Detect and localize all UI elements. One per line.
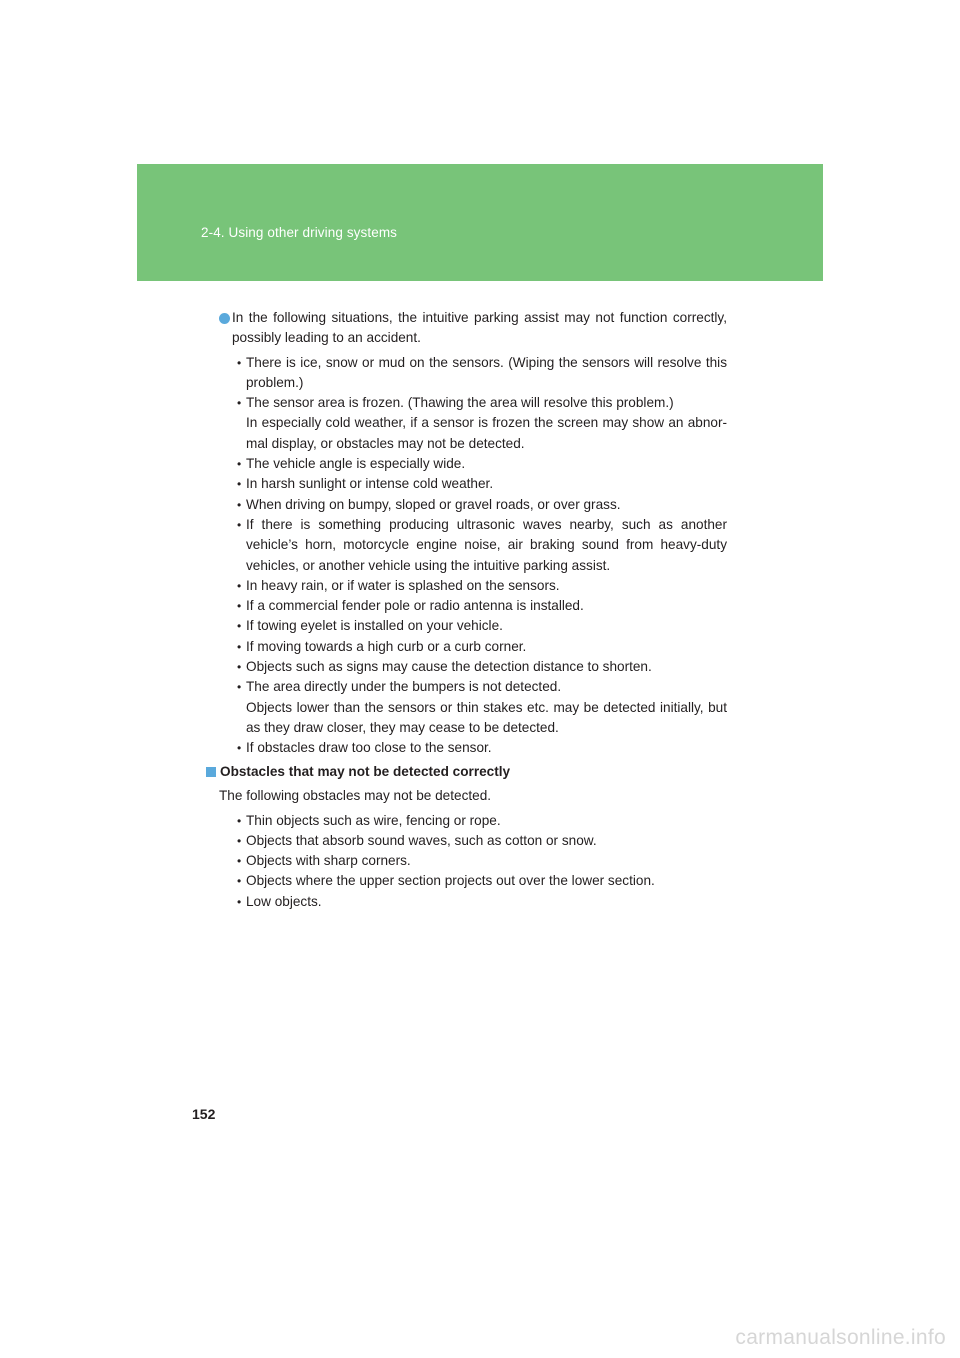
bullet-dot-icon: • <box>237 894 242 909</box>
list-item: • The vehicle angle is especially wide. <box>219 454 727 474</box>
bullet-dot-icon: • <box>237 874 242 889</box>
list-item: • Objects where the upper section projects out over the lower section. <box>206 871 728 891</box>
obstacles-subsection <box>206 762 728 912</box>
subsection-heading-text: Obstacles that may not be detected correctly <box>220 764 511 779</box>
list-item-note: Objects lower than the sensors or thin stakes etc. may be detected initially, but as they draw closer, they may cease to be detected. <box>246 699 727 735</box>
bullet-dot-icon: • <box>237 680 242 695</box>
watermark: carmanualsonline.info <box>735 1326 946 1349</box>
list-item: • When driving on bumpy, sloped or gravel roads, or over grass. <box>219 495 727 515</box>
square-bullet-icon <box>206 767 216 777</box>
bullet-dot-icon: • <box>237 497 242 512</box>
bullet-dot-icon: • <box>237 639 242 654</box>
bullet-dot-icon: • <box>237 578 242 593</box>
caution-content <box>219 308 727 759</box>
bullet-dot-icon: • <box>237 813 242 828</box>
list-item: • If a commercial fender pole or radio antenna is installed. <box>219 596 727 616</box>
list-item: • Objects that absorb sound waves, such as cotton or snow. <box>206 831 728 851</box>
bullet-dot-icon: • <box>237 833 242 848</box>
bullet-dot-icon: • <box>237 599 242 614</box>
list-item: • Low objects. <box>206 892 728 912</box>
list-item: • If there is something producing ultrasonic waves nearby, such as another vehicle’s horn, motorcycle engine noise, air braking sound from heavy-duty vehicles, or another vehicle using the intuitive parking assist. <box>237 516 727 573</box>
list-item: • Objects with sharp corners. <box>206 851 728 871</box>
list-item: • The area directly under the bumpers is not detected. Objects lower than the sensors or thin stakes etc. may be detected initially, but as they draw closer, they may cease to be detected. <box>219 677 727 738</box>
section-header-band <box>137 164 823 281</box>
page-number: 152 <box>192 1106 216 1122</box>
list-item: • If moving towards a high curb or a curb corner. <box>219 637 727 657</box>
bullet-dot-icon: • <box>237 396 242 411</box>
bullet-dot-icon: • <box>237 854 242 869</box>
list-item: • In harsh sunlight or intense cold weather. <box>219 474 727 494</box>
list-item: • If obstacles draw too close to the sensor. <box>219 738 727 758</box>
obstacles-list <box>206 811 728 912</box>
list-item: • In heavy rain, or if water is splashed on the sensors. <box>219 576 727 596</box>
list-item: • There is ice, snow or mud on the sensors. (Wiping the sensors will resolve this problem.) <box>237 354 727 390</box>
section-title: 2-4. Using other driving systems <box>201 225 398 240</box>
bullet-dot-icon: • <box>237 457 242 472</box>
list-item: • If towing eyelet is installed on your vehicle. <box>219 616 727 636</box>
subsection-description: The following obstacles may not be detected. <box>219 788 492 804</box>
bullet-dot-icon: • <box>237 355 242 370</box>
bullet-dot-icon: • <box>237 741 242 756</box>
bullet-dot-icon: • <box>237 619 242 634</box>
list-item: • Thin objects such as wire, fencing or rope. <box>206 811 728 831</box>
conditions-list <box>219 353 727 759</box>
subsection-heading <box>206 762 728 782</box>
bullet-dot-icon: • <box>237 517 242 532</box>
list-item: • Objects such as signs may cause the detection distance to shorten. <box>219 657 727 677</box>
circle-bullet-icon <box>219 313 230 324</box>
intro-text: In the following situations, the intuitive parking assist may not function correctly, possibly leading to an accident. <box>232 310 727 346</box>
bullet-dot-icon: • <box>237 477 242 492</box>
list-item: • The sensor area is frozen. (Thawing the area will resolve this problem.) In especially cold weather, if a sensor is frozen the screen may show an abnor-mal display, or obstacles may not be detected. <box>219 393 727 454</box>
intro-paragraph <box>219 308 727 349</box>
bullet-dot-icon: • <box>237 660 242 675</box>
list-item-note: In especially cold weather, if a sensor is frozen the screen may show an abnor-mal display, or obstacles may not be detected. <box>246 415 727 451</box>
